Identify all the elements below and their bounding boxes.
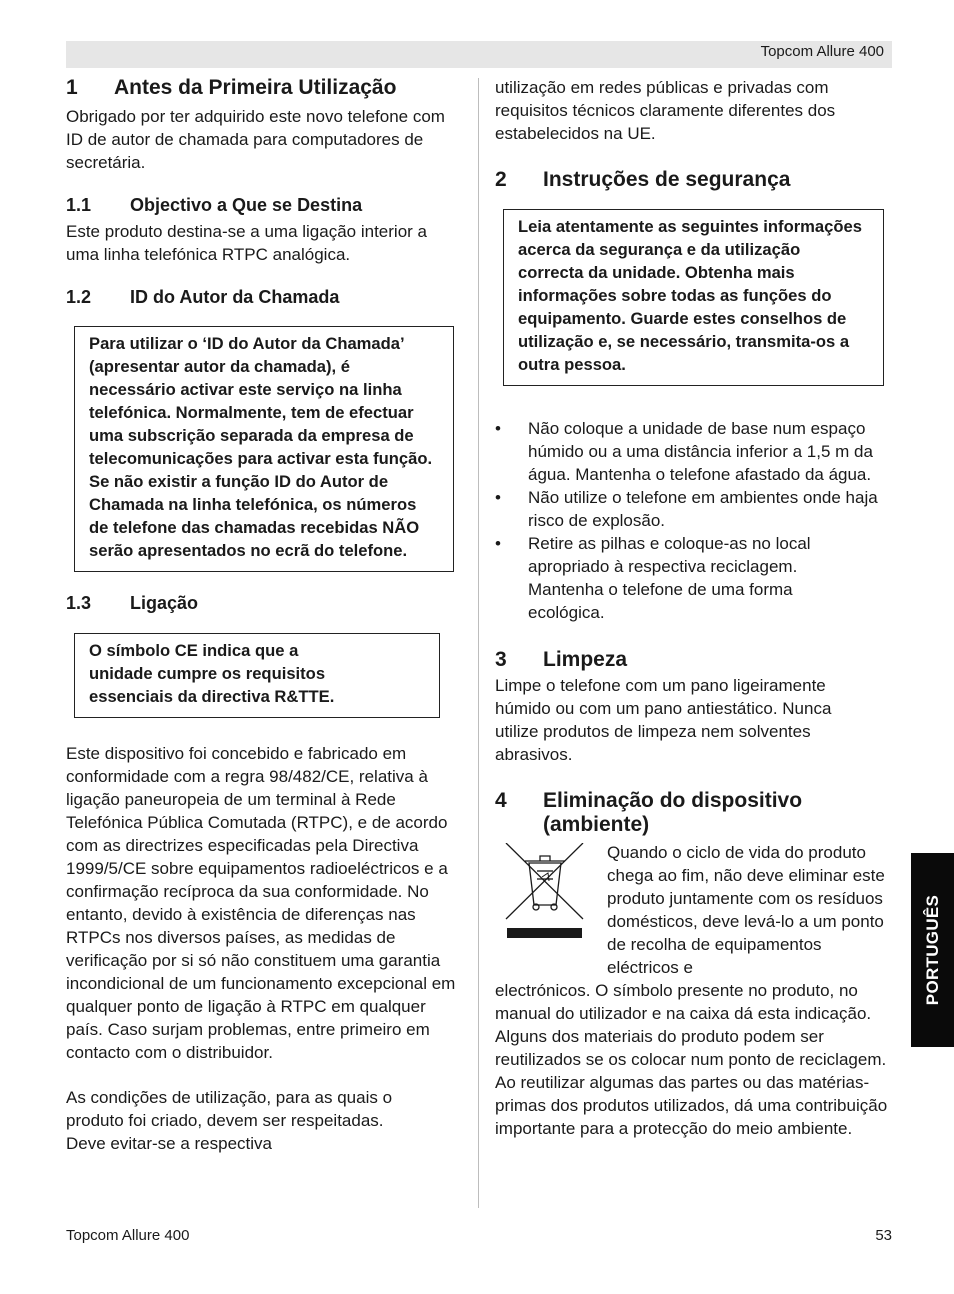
section-title: Ligação	[130, 593, 199, 613]
section-number: 1.1	[66, 195, 92, 215]
ce-notice-box: O símbolo CE indica que a unidade cumpre os requisitos essenciais da directiva R&TTE.	[74, 633, 440, 718]
bullet-glyph: •	[495, 534, 501, 553]
section-number: 1.3	[66, 593, 92, 613]
section-number: 1	[66, 76, 78, 99]
conformity-paragraph: Este dispositivo foi concebido e fabricado em conformidade com a regra 98/482/CE, relativa à ligação paneuropeia de um terminal à Rede Telefónica Pública Comutada (RTPC), e de acordo com as directrizes especificadas pela Directiva 1999/5/CE sobre equipamentos radioeléctricos e a confirmação recíproca da sua conformidade. No entanto, devido à existência de diferenças nas RTPCs nos diversos países, as medidas de verificação por si só não constituem uma garantia incondicional de um funcionamento excepcional em qualquer ponto de ligação à RTPC em qualquer país. Caso surjam problemas, entre primeiro em contacto com o distribuidor.	[66, 744, 456, 1062]
safety-notice-box: Leia atentamente as seguintes informações acerca da segurança e da utilização correcta da unidade. Obtenha mais informações sobre todas as funções do equipamento. Guarde estes conselhos de utilização e, se necessário, transmita-os a outra pessoa.	[503, 209, 884, 386]
bullet-glyph: •	[495, 419, 501, 438]
footer-product: Topcom Allure 400	[66, 1227, 190, 1244]
section-4-heading	[495, 789, 892, 837]
list-item: • Não coloque a unidade de base num espaço húmido ou a uma distância inferior a 1,5 m da água. Mantenha o telefone afastado da água.	[495, 419, 873, 484]
section-2-heading	[495, 168, 892, 192]
language-tab	[911, 853, 954, 1047]
bullet-glyph: •	[495, 488, 501, 507]
list-item: • Não utilize o telefone em ambientes onde haja risco de explosão.	[495, 488, 878, 530]
section-1-2-heading	[66, 286, 460, 309]
weee-crossed-bin-icon	[495, 841, 607, 945]
section-title: ID do Autor da Chamada	[130, 287, 340, 307]
section-title: Instruções de segurança	[543, 168, 791, 191]
section-number: 2	[495, 168, 507, 191]
right-column	[495, 76, 892, 1140]
page-number: 53	[875, 1227, 892, 1244]
header-bar	[66, 41, 892, 68]
section-title: Limpeza	[543, 648, 628, 671]
intro-paragraph: Obrigado por ter adquirido este novo telefone com ID de autor de chamada para computadores de secretária.	[66, 107, 445, 172]
section-3-heading	[495, 648, 892, 672]
caller-id-notice-box: Para utilizar o ‘ID do Autor da Chamada’ (apresentar autor da chamada), é necessário activar este serviço na linha telefónica. Normalmente, tem de efectuar uma subscrição separada da empresa de telecomunicações para activar esta função. Se não existir a função ID do Autor de Chamada na linha telefónica, os números de telefone das chamadas recebidas NÃO serão apresentados no ecrã do telefone.	[74, 326, 454, 572]
column-divider	[478, 78, 479, 1208]
conditions-paragraph: As condições de utilização, para as quais o produto foi criado, devem ser respeitadas. Deve evitar-se a respectiva	[66, 1088, 393, 1153]
section-number: 4	[495, 789, 507, 812]
disposal-paragraph-rest: electrónicos. O símbolo presente no produto, no manual do utilizador e na caixa dá esta indicação. Alguns dos materiais do produto podem ser reutilizados se os colocar num ponto de reciclagem. Ao reutilizar algumas das partes ou das matérias-primas dos produtos utilizados, dá uma contribuição importante para a protecção do meio ambiente.	[495, 981, 888, 1138]
section-1-heading	[66, 76, 460, 100]
purpose-paragraph: Este produto destina-se a uma ligação interior a uma linha telefónica RTPC analógica.	[66, 222, 427, 264]
section-1-1-heading	[66, 194, 460, 217]
continuation-paragraph: utilização em redes públicas e privadas com requisitos técnicos claramente diferentes dos estabelecidos na UE.	[495, 78, 836, 143]
section-title: Objectivo a Que se Destina	[130, 195, 363, 215]
header-title: Topcom Allure 400	[760, 43, 884, 60]
safety-list	[495, 417, 892, 624]
section-title: Antes da Primeira Utilização	[114, 76, 397, 99]
section-title: Eliminação do dispositivo (ambiente)	[543, 789, 803, 836]
list-item: • Retire as pilhas e coloque-as no local apropriado à respectiva reciclagem. Mantenha o telefone de uma forma ecológica.	[495, 534, 811, 622]
section-number: 3	[495, 648, 507, 671]
section-number: 1.2	[66, 287, 92, 307]
disposal-paragraph-side: Quando o ciclo de vida do produto chega ao fim, não deve eliminar este produto juntamente com os resíduos domésticos, deve levá-lo a um ponto de recolha de equipamentos eléctricos e	[607, 843, 885, 977]
section-1-3-heading	[66, 592, 460, 615]
disposal-block	[495, 841, 892, 979]
cleaning-paragraph: Limpe o telefone com um pano ligeiramente húmido ou com um pano antiestático. Nunca utilize produtos de limpeza nem solventes abrasivos.	[495, 676, 832, 764]
left-column	[66, 76, 460, 1155]
language-tab-label: PORTUGUÊS	[922, 894, 942, 1006]
